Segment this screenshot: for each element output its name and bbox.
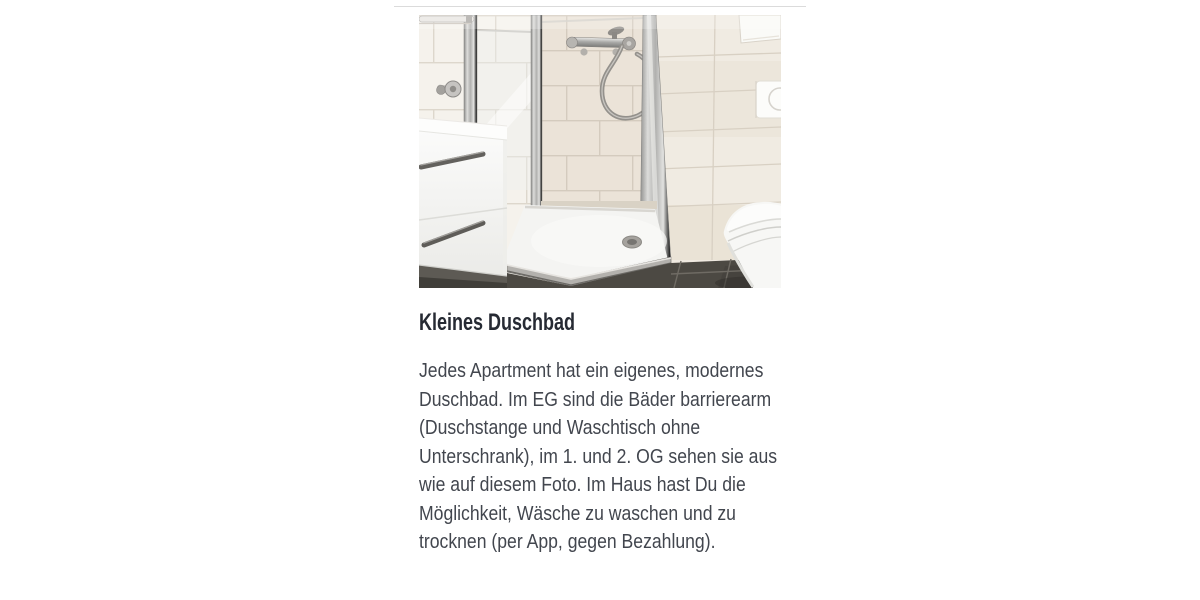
content-section	[394, 0, 806, 557]
paragraph-line: trocknen (per App, gegen Bezahlung).	[419, 531, 716, 553]
paragraph-line: Möglichkeit, Wäsche zu waschen und zu	[419, 502, 736, 525]
section-divider	[394, 6, 806, 7]
bathroom-photo-illustration	[419, 15, 781, 288]
paragraph-line: wie auf diesem Foto. Im Haus hast Du die	[419, 474, 746, 496]
paragraph-line: Duschbad. Im EG sind die Bäder barrierearm	[419, 388, 772, 411]
bathroom-photo	[419, 15, 781, 288]
section-heading: Kleines Duschbad	[419, 309, 576, 336]
flush-plate	[756, 81, 781, 118]
paragraph-line: (Duschstange und Waschtisch ohne	[419, 417, 701, 439]
paragraph-line: Unterschrank), im 1. und 2. OG sehen sie aus	[419, 445, 778, 468]
paragraph-line: Jedes Apartment hat ein eigenes, modernes	[419, 360, 764, 382]
light-overlay	[419, 15, 781, 29]
section-paragraph	[419, 357, 781, 557]
section-inner	[419, 15, 781, 557]
vanity-cabinet	[419, 118, 507, 288]
